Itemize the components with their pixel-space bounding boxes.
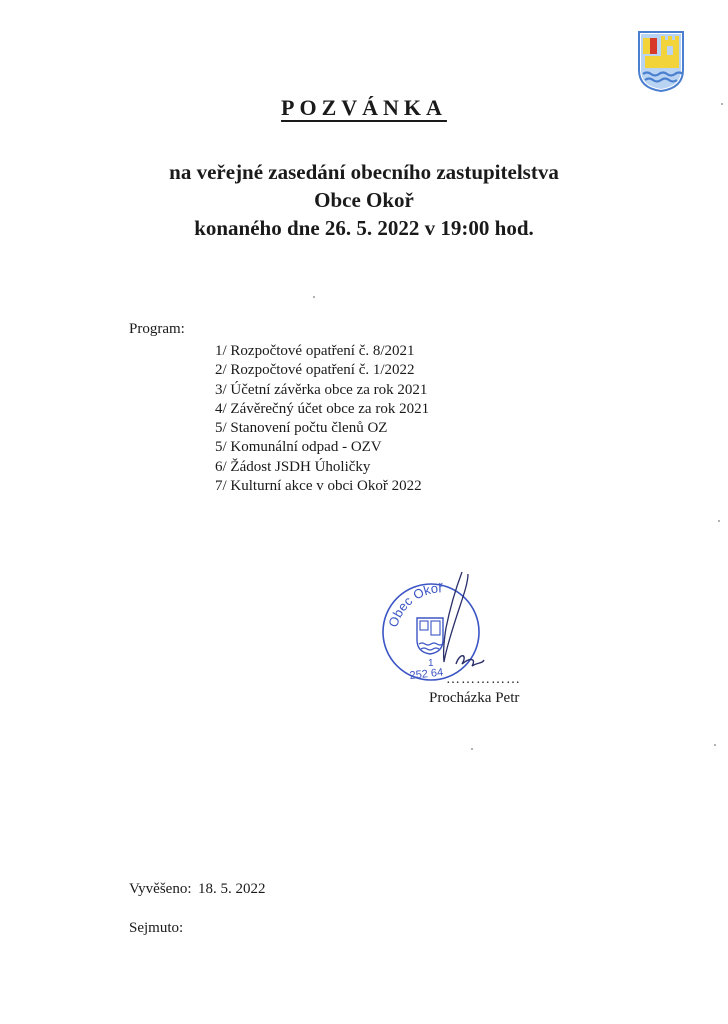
- subtitle-line-2: Obce Okoř: [314, 188, 414, 212]
- program-label: Program:: [129, 321, 185, 337]
- posted-date: 18. 5. 2022: [198, 881, 266, 897]
- scan-speck: [714, 744, 716, 746]
- program-item: 1/ Rozpočtové opatření č. 8/2021: [215, 343, 415, 359]
- program-item: 7/ Kulturní akce v obci Okoř 2022: [215, 478, 422, 495]
- scan-speck: [721, 103, 723, 105]
- scan-speck: [313, 296, 315, 298]
- subtitle-line-1: na veřejné zasedání obecního zastupitelstva: [169, 160, 559, 184]
- program-item: 5/ Komunální odpad - OZV: [215, 439, 382, 456]
- signatory-name: Procházka Petr: [429, 690, 520, 706]
- stamp-crest-icon: [417, 618, 443, 654]
- program-list: [215, 342, 429, 496]
- program-item: 5/ Stanovení počtu členů OZ: [215, 420, 388, 437]
- program-item: 4/ Závěrečný účet obce za rok 2021: [215, 400, 430, 417]
- subtitle-line-3: konaného dne 26. 5. 2022 v 19:00 hod.: [194, 216, 534, 240]
- posted-label: Vyvěšeno:: [129, 881, 192, 897]
- document-title: POZVÁNKA: [281, 95, 447, 120]
- signature-line: ……………: [446, 672, 521, 687]
- stamp-number: 1: [428, 658, 434, 669]
- removed-label: Sejmuto:: [129, 920, 184, 936]
- scan-speck: [718, 520, 720, 522]
- svg-text:Obec Okoř: [385, 580, 443, 629]
- stamp-postal: 252 64: [409, 666, 444, 682]
- scan-speck: [471, 748, 473, 750]
- stamp-text: Obec Okoř: [385, 580, 443, 630]
- program-item: 2/ Rozpočtové opatření č. 1/2022: [215, 362, 415, 379]
- program-item: 3/ Účetní závěrka obce za rok 2021: [215, 381, 428, 398]
- municipal-crest-icon: [637, 30, 685, 92]
- program-item: 6/ Žádost JSDH Úholičky: [215, 458, 371, 475]
